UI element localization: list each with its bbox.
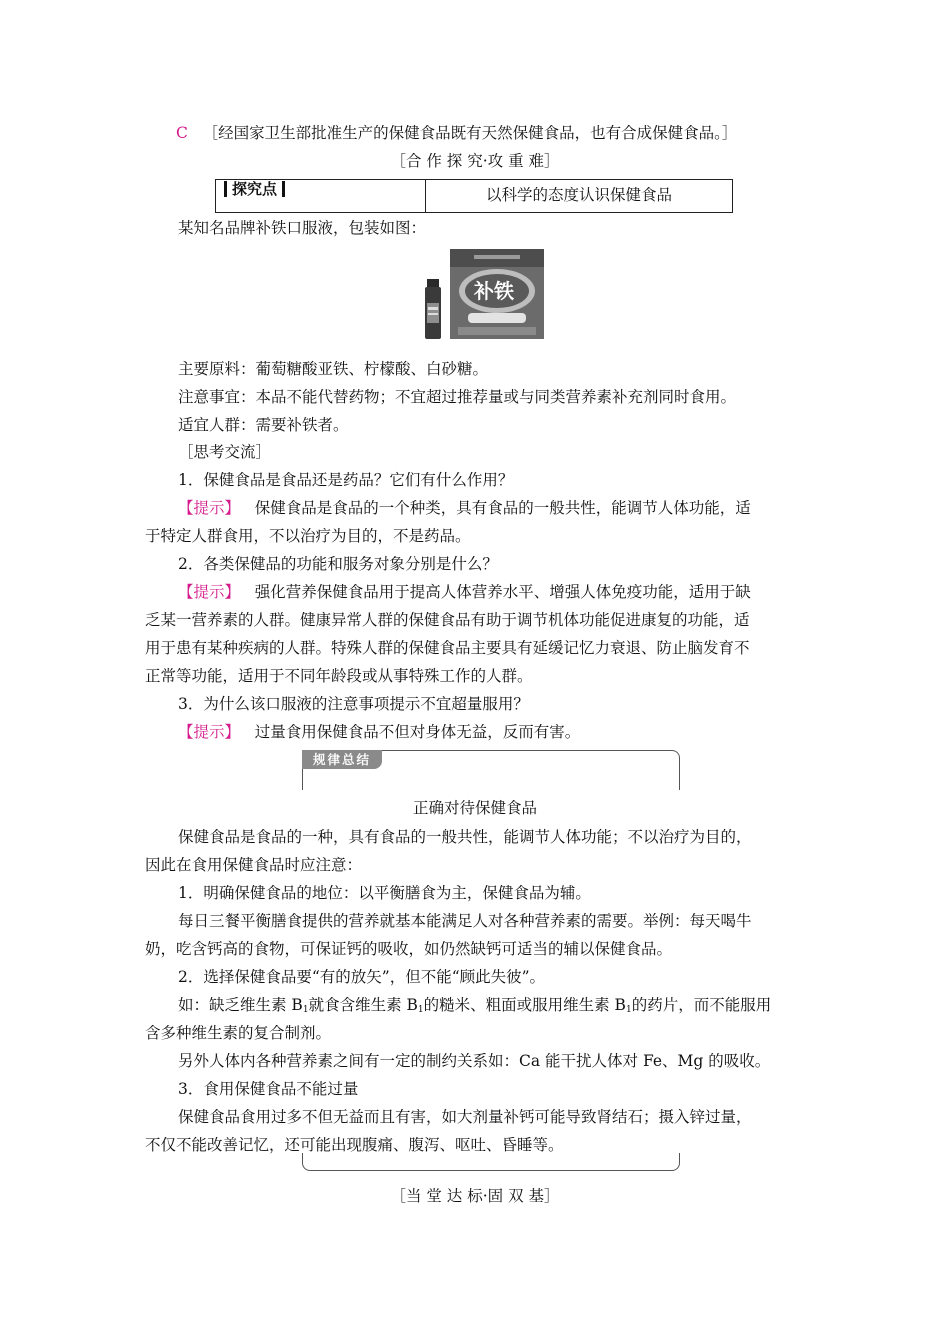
summary-p1-line-2: 因此在食用保健食品时应注意： bbox=[145, 856, 363, 874]
answer-1-line-1: 【提示】 保健食品是食品的一个种类，具有食品的一般共性，能调节人体功能，适 bbox=[178, 499, 751, 517]
answer-1-line-2: 于特定人群食用，不以治疗为目的，不是药品。 bbox=[145, 527, 471, 545]
summary-item-2-line-1: 如：缺乏维生素 $B_1$就食含维生素 $B_1$的糙米、粗面或服用维生素 $B_1$的药片，而不能服用 bbox=[178, 996, 772, 1015]
product-info-2: 注意事宜：本品不能代替药物；不宜超过推荐量或与同类营养素补充剂同时食用。 bbox=[178, 388, 737, 406]
tip-label: 【提示】 bbox=[178, 723, 241, 741]
question-2: 2．各类保健品的功能和服务对象分别是什么？ bbox=[178, 555, 498, 573]
section-header-bottom: ［当 堂 达 标·固 双 基］ bbox=[390, 1187, 560, 1205]
box-brand-text: 补铁 bbox=[474, 279, 514, 303]
tip-label: 【提示】 bbox=[178, 583, 241, 601]
summary-item-2-line-2: 含多种维生素的复合制剂。 bbox=[145, 1024, 332, 1042]
explore-label: 探究点 bbox=[224, 181, 285, 197]
answer-letter: C bbox=[176, 124, 188, 142]
summary-item-3-title: 3．食用保健食品不能过量 bbox=[178, 1080, 359, 1098]
tip-label: 【提示】 bbox=[178, 499, 241, 517]
explore-title: 以科学的态度认识保健食品 bbox=[485, 186, 672, 204]
intro-text: 某知名品牌补铁口服液，包装如图： bbox=[178, 219, 427, 237]
summary-item-3-line-1: 保健食品食用过多不但无益而且有害，如大剂量补钙可能导致肾结石；摄入锌过量， bbox=[178, 1108, 752, 1126]
answer-2-line-2: 乏某一营养素的人群。健康异常人群的保健食品有助于调节机体功能促进康复的功能，适 bbox=[145, 611, 750, 629]
section-header-top: ［合 作 探 究·攻 重 难］ bbox=[390, 152, 560, 170]
summary-item-3-line-2: 不仅不能改善记忆，还可能出现腹痛、腹泻、呕吐、昏睡等。 bbox=[145, 1136, 564, 1154]
summary-badge: 规律总结 bbox=[302, 750, 382, 769]
question-3: 3．为什么该口服液的注意事项提示不宜超量服用？ bbox=[178, 695, 529, 713]
product-image bbox=[418, 247, 546, 343]
summary-item-1-line-1: 每日三餐平衡膳食提供的营养就基本能满足人对各种营养素的需要。举例：每天喝牛 bbox=[178, 912, 752, 930]
summary-item-1-line-2: 奶，吃含钙高的食物，可保证钙的吸收，如仍然缺钙可适当的辅以保健食品。 bbox=[145, 940, 673, 958]
answer-2-line-4: 正常等功能，适用于不同年龄段或从事特殊工作的人群。 bbox=[145, 667, 533, 685]
explore-box-left bbox=[216, 180, 426, 212]
product-info-1: 主要原料：葡萄糖酸亚铁、柠檬酸、白砂糖。 bbox=[178, 360, 489, 378]
summary-frame-top bbox=[302, 750, 680, 790]
answer-3-line-1: 【提示】 过量食用保健食品不但对身体无益，反而有害。 bbox=[178, 723, 581, 741]
explore-box bbox=[215, 179, 733, 213]
question-1: 1．保健食品是食品还是药品？它们有什么作用？ bbox=[178, 471, 514, 489]
bottle-icon bbox=[425, 279, 441, 339]
think-heading: ［思考交流］ bbox=[178, 443, 272, 461]
summary-frame-bottom bbox=[302, 1153, 680, 1171]
answer-2-line-3: 用于患有某种疾病的人群。特殊人群的保健食品主要具有延缓记忆力衰退、防止脑发育不 bbox=[145, 639, 750, 657]
summary-item-2-title: 2．选择保健食品要“有的放矢”，但不能“顾此失彼”。 bbox=[178, 968, 546, 986]
answer-explanation: ［经国家卫生部批准生产的保健食品既有天然保健食品，也有合成保健食品。］ bbox=[202, 124, 738, 142]
answer-2-line-1: 【提示】 强化营养保健食品用于提高人体营养水平、增强人体免疫功能，适用于缺 bbox=[178, 583, 751, 601]
summary-p1-line-1: 保健食品是食品的一种，具有食品的一般共性，能调节人体功能；不以治疗为目的， bbox=[178, 828, 752, 846]
answer-line bbox=[176, 123, 737, 143]
summary-title: 正确对待保健食品 bbox=[412, 799, 537, 817]
summary-item-1-title: 1．明确保健食品的地位：以平衡膳食为主，保健食品为辅。 bbox=[178, 884, 591, 902]
summary-item-2-extra: 另外人体内各种营养素之间有一定的制约关系如：Ca 能干扰人体对 Fe、Mg 的吸收。 bbox=[178, 1052, 771, 1070]
product-info-3: 适宜人群：需要补铁者。 bbox=[178, 416, 349, 434]
